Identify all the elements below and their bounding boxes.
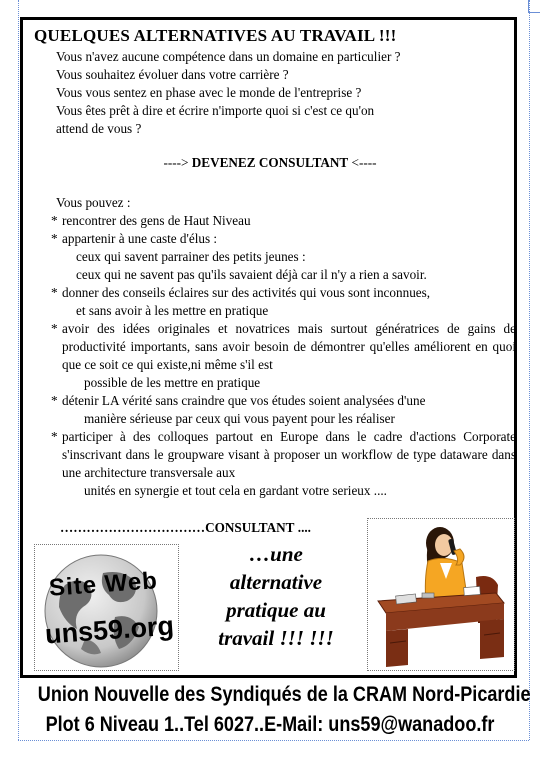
list-item-text: appartenir à une caste d'élus : bbox=[62, 231, 218, 246]
page-guide-right bbox=[529, 0, 530, 740]
list-item bbox=[51, 392, 516, 428]
list-item-text-last: possible de les mettre en pratique bbox=[84, 375, 261, 390]
globe-icon bbox=[35, 545, 180, 672]
website-logo bbox=[34, 544, 179, 671]
intro-line: Vous êtes prêt à dire et écrire n'importe quoi si c'est ce qu'on bbox=[56, 103, 375, 118]
page-guide-left bbox=[18, 0, 19, 740]
alternative-slogan bbox=[186, 540, 366, 652]
bullet-star: * bbox=[51, 393, 58, 408]
page-corner-mark bbox=[528, 0, 540, 13]
dots-leader: …………………………… bbox=[60, 520, 206, 535]
list-subitem: ceux qui ne savent pas qu'ils savaient déjà car il n'y a rien a savoir. bbox=[76, 267, 427, 282]
bullet-star: * bbox=[51, 231, 58, 246]
intro-line: attend de vous ? bbox=[56, 121, 142, 136]
dots-tail: .... bbox=[297, 520, 311, 535]
alternative-line: travail !!! !!! bbox=[218, 626, 334, 650]
bullet-star: * bbox=[51, 285, 58, 300]
consultant-dots-line bbox=[60, 520, 311, 536]
bullet-star: * bbox=[51, 429, 58, 444]
alternative-line: alternative bbox=[229, 570, 323, 594]
footer-contact: Plot 6 Niveau 1..Tel 6027..E-Mail: uns59@wanadoo.fr bbox=[45, 713, 495, 736]
slogan-arrow-left: ----> bbox=[163, 155, 189, 170]
page-guide-bottom bbox=[18, 740, 529, 741]
bullet-star: * bbox=[51, 213, 58, 228]
list-item bbox=[51, 428, 516, 500]
bullet-star: * bbox=[51, 321, 58, 336]
list-item-text-last: manière sérieuse par ceux qui vous payent pour les réaliser bbox=[84, 411, 395, 426]
list-item bbox=[51, 230, 516, 248]
list-item bbox=[51, 212, 516, 230]
list-item bbox=[51, 320, 516, 392]
logo-text-url: uns59.org bbox=[44, 610, 175, 650]
flyer-title: QUELQUES ALTERNATIVES AU TRAVAIL !!! bbox=[34, 26, 397, 45]
list-item-continuation: et sans avoir à les mettre en pratique bbox=[76, 303, 269, 318]
alternative-line: …une bbox=[249, 542, 303, 566]
list-item-body bbox=[62, 392, 516, 428]
list-item-text: donner des conseils éclaires sur des activités qui vous sont inconnues, bbox=[62, 285, 431, 300]
slogan-arrow-right: <---- bbox=[351, 155, 377, 170]
list-subitem: ceux qui savent parrainer des petits jeunes : bbox=[76, 249, 306, 264]
list-item-text: avoir des idées originales et novatrices mais surtout génératrices de gains de productivité importants, sans avoir besoin de démontrer qu'elles améliorent en quoi que ce soit ce qui existe,ni même s'il est bbox=[62, 321, 516, 372]
intro-line: Vous vous sentez en phase avec le monde de l'entreprise ? bbox=[56, 85, 362, 100]
logo-text-site-web: Site Web bbox=[48, 567, 159, 602]
list-item-body bbox=[62, 428, 516, 500]
slogan bbox=[0, 155, 540, 171]
slogan-text: DEVENEZ CONSULTANT bbox=[191, 155, 349, 170]
intro-line: Vous souhaitez évoluer dans votre carrière ? bbox=[56, 67, 289, 82]
alternative-line: pratique au bbox=[226, 598, 326, 622]
list-item-text: participer à des colloques partout en Europe dans le cadre d'actions Corporate s'inscrivant dans le groupware visant à proposer un workflow de type dataware dans une architecture transversale aux bbox=[62, 429, 516, 480]
list-item-text: détenir LA vérité sans craindre que vos études soient analysées d'une bbox=[62, 393, 426, 408]
union-footer bbox=[37, 680, 531, 740]
list-item-text-last: unités en synergie et tout cela en gardant votre serieux .... bbox=[84, 483, 387, 498]
list-item-text: rencontrer des gens de Haut Niveau bbox=[62, 213, 251, 228]
benefits-list bbox=[51, 194, 516, 500]
intro-line: Vous n'avez aucune compétence dans un domaine en particulier ? bbox=[56, 49, 401, 64]
footer-union-name: Union Nouvelle des Syndiqués de la CRAM Nord-Picardie bbox=[37, 683, 531, 706]
intro-questions bbox=[56, 48, 401, 138]
woman-on-phone-at-desk-illustration bbox=[368, 519, 516, 672]
consultant-picture bbox=[367, 518, 515, 671]
list-item-body bbox=[62, 320, 516, 392]
benefits-lead: Vous pouvez : bbox=[56, 195, 131, 210]
list-item bbox=[51, 284, 516, 302]
consultant-word: CONSULTANT bbox=[205, 520, 295, 535]
